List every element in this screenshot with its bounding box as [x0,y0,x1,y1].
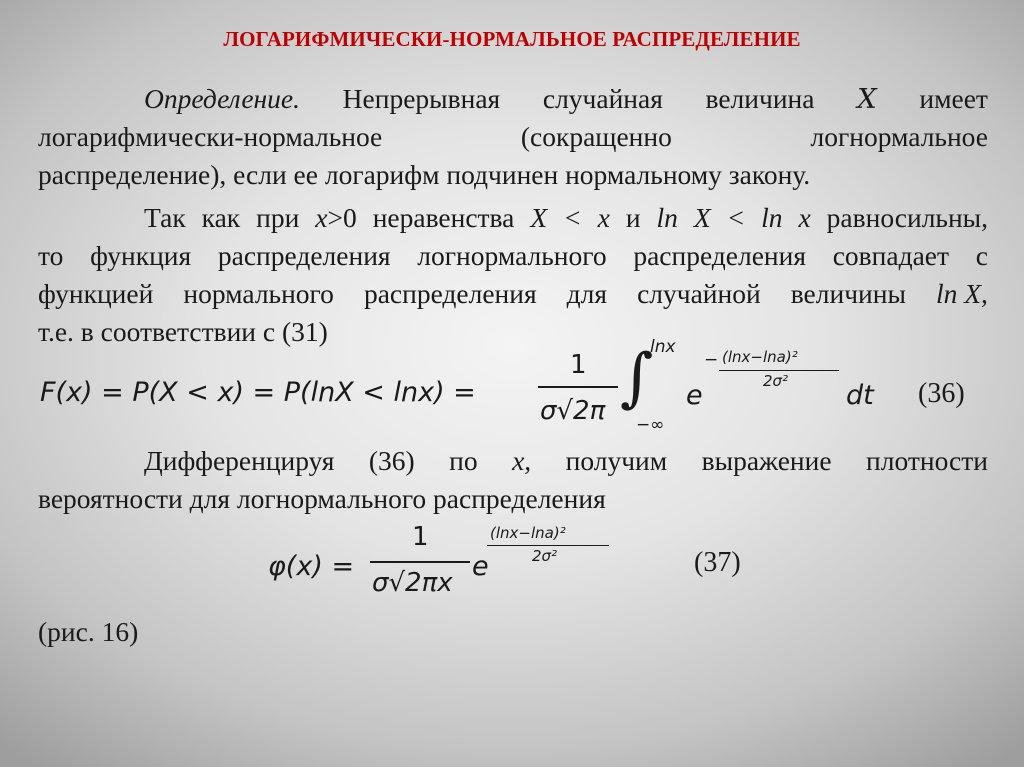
ln-x: ln X, [935,278,988,309]
p2-line-2 [38,237,988,275]
formula-37-exponent-bar [487,545,609,546]
word: получим [565,445,668,476]
formula-36-fraction-bar [538,386,618,388]
word: функцией [38,278,154,309]
formula-36-numerator: 1 [570,350,587,380]
word: случайная [542,83,663,114]
word: функция [90,240,192,271]
formula-36-upper-limit: lnx [650,337,676,357]
formula-36-differential: dt [846,380,874,411]
figure-reference: (рис. 16) [38,616,139,647]
formula-36-number: (36) [918,378,965,409]
word: распределения [633,240,806,271]
log-inequality: ln X < ln x [656,202,811,233]
variable-x: x [315,202,328,233]
p3-line-1 [38,442,988,480]
formula-37-lhs: φ(x) = [268,551,355,582]
formula-36-exponent-num: (lnx−lna)² [722,348,798,366]
word: (36) [368,445,415,476]
paragraph-3 [38,442,988,518]
formula-36-lhs: F(x) = P(X < x) = P(lnX < lnx) = [40,377,476,408]
formula-37-denominator: σ√2πx [372,568,453,598]
formula-36-exponent-den: 2σ² [763,372,789,390]
word: для [566,278,608,309]
formula-36-denominator: σ√2π [540,396,606,426]
formula-37-number: (37) [694,547,741,578]
word: имеет [919,83,988,114]
word: совпадает [832,240,950,271]
definition-line-1 [38,80,988,118]
word: распределения [363,278,537,309]
formula-37-base: e [472,551,489,582]
text: и [609,202,657,233]
text: Так как при [144,202,316,233]
formula-37-exponent-den: 2σ² [532,547,558,565]
p3-line-2: вероятности для логнормального распределения [38,483,606,514]
formula-36-lower-limit: −∞ [636,415,665,435]
formula-36-base: e [686,380,703,411]
word: нормального [183,278,334,309]
formula-37-fraction-bar [370,561,470,563]
word: то [38,240,64,271]
definition-label: Определение. [144,83,301,114]
word: случайной [637,278,761,309]
inequality: X < x [530,202,610,233]
word: логнормального [417,240,607,271]
word: Непрерывная [342,83,501,114]
minus-sign-icon: − [704,350,719,370]
variable-x: X [857,83,877,115]
word: с [975,240,988,271]
p2-line-3 [38,275,988,313]
formula-37-exponent-num: (lnx−lna)² [490,524,566,542]
word: величины [790,278,906,309]
integral-sign-icon: ∫ [620,341,654,415]
formula-37-numerator: 1 [412,522,429,552]
definition-line-2 [38,118,988,156]
p2-line-1 [38,199,988,237]
word: по [449,445,478,476]
variable-x: x, [512,445,532,476]
paragraph-2 [38,199,988,351]
word: логнормальное [810,121,988,152]
word: величина [705,83,815,114]
text: равносильны, [810,202,989,233]
text: >0 неравенства [327,202,531,233]
word: логарифмически-нормальное [38,121,383,152]
word: Дифференцируя [144,445,335,476]
formula-36-exponent-bar [719,370,839,371]
word: плотности [866,445,988,476]
p2-line-4: т.е. в соответствии с (31) [38,316,328,347]
page-title: ЛОГАРИФМИЧЕСКИ-НОРМАЛЬНОЕ РАСПРЕДЕЛЕНИЕ [223,27,801,51]
definition-line-3: распределение), если ее логарифм подчинен нормальному закону. [38,159,811,190]
definition-paragraph [38,80,988,194]
word: распределения [217,240,391,271]
word: выражение [701,445,832,476]
word: (сокращенно [520,121,672,152]
